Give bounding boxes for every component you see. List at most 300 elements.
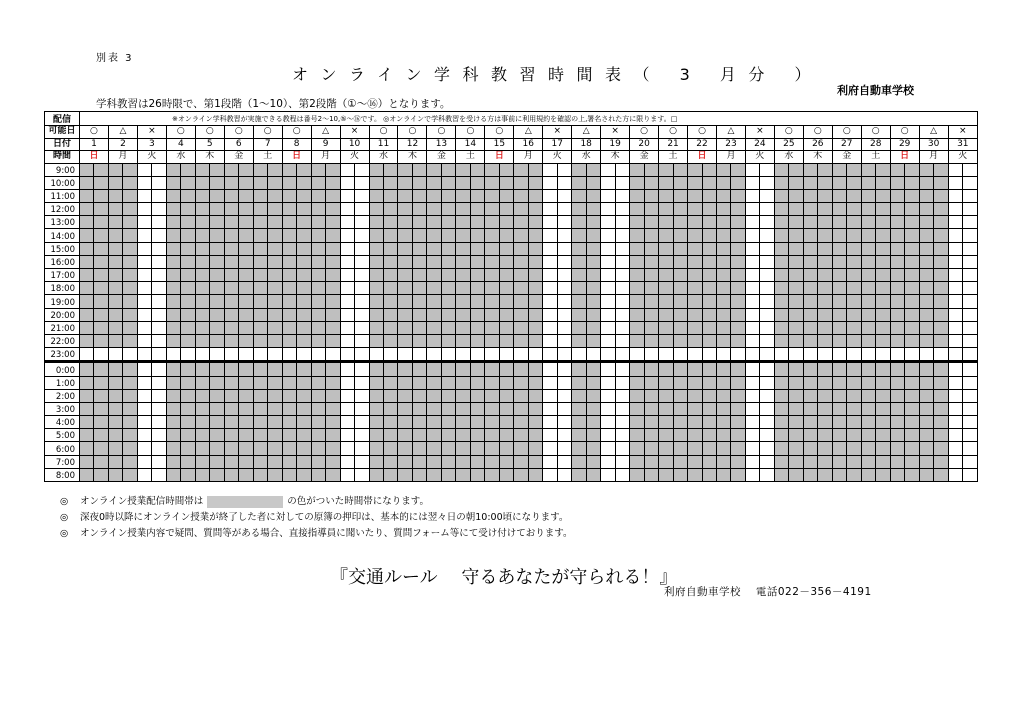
slot-cell <box>80 163 109 176</box>
slot-cell <box>514 402 543 415</box>
slot-cell <box>80 442 109 455</box>
slot-cell <box>543 334 572 347</box>
slot-cell <box>137 389 166 402</box>
availability-cell: △ <box>572 126 601 139</box>
slot-cell <box>137 429 166 442</box>
slot-cell <box>890 242 919 255</box>
slot-cell <box>688 362 717 376</box>
slot-cell <box>137 402 166 415</box>
slot-cell <box>282 442 311 455</box>
slot-cell <box>572 295 601 308</box>
slot-cell <box>108 269 137 282</box>
slot-cell <box>485 229 514 242</box>
weekday-cell: 木 <box>601 151 630 164</box>
weekday-cell: 月 <box>919 151 948 164</box>
slot-cell <box>948 416 977 429</box>
slot-cell <box>688 242 717 255</box>
slot-cell <box>340 468 369 481</box>
slot-cell <box>861 362 890 376</box>
slot-cell <box>803 429 832 442</box>
slot-cell <box>485 376 514 389</box>
slot-cell <box>919 468 948 481</box>
availability-cell: ○ <box>630 126 659 139</box>
slot-cell <box>166 189 195 202</box>
slot-cell <box>108 216 137 229</box>
slot-cell <box>543 362 572 376</box>
slot-cell <box>80 176 109 189</box>
date-cell: 5 <box>195 138 224 151</box>
slot-cell <box>108 203 137 216</box>
time-label: 4:00 <box>45 416 80 429</box>
slot-cell <box>659 216 688 229</box>
availability-cell: △ <box>514 126 543 139</box>
slot-cell <box>630 229 659 242</box>
slot-cell <box>630 348 659 362</box>
slot-cell <box>369 334 398 347</box>
footer-contact: 利府自動車学校 電話022－356－4191 <box>664 586 872 598</box>
availability-row <box>45 126 978 139</box>
slot-cell <box>659 389 688 402</box>
slot-cell <box>224 362 253 376</box>
slot-cell <box>253 468 282 481</box>
slot-cell <box>659 429 688 442</box>
slot-cell <box>832 203 861 216</box>
slot-cell <box>601 389 630 402</box>
slot-cell <box>803 203 832 216</box>
slot-cell <box>572 255 601 268</box>
slot-cell <box>427 362 456 376</box>
slot-cell <box>572 269 601 282</box>
slot-cell <box>774 295 803 308</box>
date-cell: 9 <box>311 138 340 151</box>
slot-cell <box>253 321 282 334</box>
slot-cell <box>803 402 832 415</box>
slot-cell <box>774 176 803 189</box>
slot-cell <box>80 376 109 389</box>
slot-cell <box>514 176 543 189</box>
slot-cell <box>427 468 456 481</box>
slot-cell <box>224 163 253 176</box>
slot-cell <box>253 295 282 308</box>
slot-cell <box>832 376 861 389</box>
slot-cell <box>108 334 137 347</box>
slot-cell <box>572 216 601 229</box>
date-cell: 8 <box>282 138 311 151</box>
slot-cell <box>369 216 398 229</box>
slot-cell <box>861 255 890 268</box>
availability-cell: ○ <box>774 126 803 139</box>
shade-swatch <box>207 496 283 508</box>
slot-cell <box>80 362 109 376</box>
date-row <box>45 138 978 151</box>
slot-cell <box>716 189 745 202</box>
slot-cell <box>311 176 340 189</box>
slot-cell <box>832 269 861 282</box>
slot-cell <box>456 308 485 321</box>
slot-cell <box>514 269 543 282</box>
date-cell: 2 <box>108 138 137 151</box>
slot-cell <box>514 216 543 229</box>
slot-cell <box>485 295 514 308</box>
slot-cell <box>572 389 601 402</box>
time-label: 20:00 <box>45 308 80 321</box>
row-label-note: 配信 <box>45 112 80 126</box>
slot-cell <box>253 402 282 415</box>
footnote-1-text-a: オンライン授業配信時間帯は <box>80 496 204 507</box>
slot-cell <box>137 269 166 282</box>
slot-cell <box>745 242 774 255</box>
slot-cell <box>282 455 311 468</box>
weekday-cell: 火 <box>543 151 572 164</box>
slot-cell <box>601 402 630 415</box>
slot-cell <box>195 442 224 455</box>
slot-cell <box>572 334 601 347</box>
slot-cell <box>398 203 427 216</box>
slot-cell <box>803 163 832 176</box>
slot-cell <box>456 255 485 268</box>
slot-cell <box>659 255 688 268</box>
slot-cell <box>224 282 253 295</box>
slot-cell <box>543 255 572 268</box>
slot-cell <box>398 429 427 442</box>
slot-cell <box>543 389 572 402</box>
time-label: 12:00 <box>45 203 80 216</box>
slot-cell <box>543 402 572 415</box>
slot-cell <box>369 376 398 389</box>
slot-cell <box>716 163 745 176</box>
slot-cell <box>601 255 630 268</box>
slot-cell <box>543 189 572 202</box>
slot-cell <box>427 242 456 255</box>
slot-cell <box>861 402 890 415</box>
slot-cell <box>572 282 601 295</box>
slot-cell <box>224 269 253 282</box>
slot-cell <box>427 216 456 229</box>
date-cell: 23 <box>716 138 745 151</box>
slot-cell <box>919 282 948 295</box>
slot-cell <box>224 442 253 455</box>
slot-cell <box>195 255 224 268</box>
slot-cell <box>919 163 948 176</box>
slot-cell <box>427 176 456 189</box>
slot-cell <box>80 229 109 242</box>
slot-cell <box>253 389 282 402</box>
slot-cell <box>224 455 253 468</box>
slot-cell <box>456 389 485 402</box>
slot-cell <box>716 376 745 389</box>
weekday-cell: 日 <box>80 151 109 164</box>
slot-cell <box>166 229 195 242</box>
slot-cell <box>543 308 572 321</box>
time-label: 23:00 <box>45 348 80 362</box>
slot-cell <box>861 321 890 334</box>
slot-cell <box>659 402 688 415</box>
slot-cell <box>340 429 369 442</box>
slot-cell <box>340 203 369 216</box>
slot-cell <box>688 282 717 295</box>
slot-cell <box>659 321 688 334</box>
slot-cell <box>919 203 948 216</box>
slot-cell <box>369 362 398 376</box>
slot-cell <box>745 362 774 376</box>
time-slot-row <box>45 362 978 376</box>
slot-cell <box>716 362 745 376</box>
slot-cell <box>601 455 630 468</box>
slot-cell <box>774 282 803 295</box>
slot-cell <box>948 389 977 402</box>
slot-cell <box>659 442 688 455</box>
slot-cell <box>543 416 572 429</box>
slot-cell <box>80 255 109 268</box>
slot-cell <box>253 163 282 176</box>
slot-cell <box>166 455 195 468</box>
slot-cell <box>745 442 774 455</box>
slot-cell <box>108 229 137 242</box>
slot-cell <box>166 389 195 402</box>
slot-cell <box>224 468 253 481</box>
slot-cell <box>108 308 137 321</box>
slot-cell <box>572 203 601 216</box>
note-row <box>45 112 978 126</box>
slot-cell <box>427 308 456 321</box>
slot-cell <box>137 242 166 255</box>
slot-cell <box>688 176 717 189</box>
slot-cell <box>948 295 977 308</box>
slot-cell <box>890 203 919 216</box>
date-cell: 17 <box>543 138 572 151</box>
time-label: 2:00 <box>45 389 80 402</box>
slot-cell <box>832 362 861 376</box>
slot-cell <box>774 334 803 347</box>
slot-cell <box>716 242 745 255</box>
slot-cell <box>427 429 456 442</box>
slot-cell <box>340 389 369 402</box>
footnote-1-text-b: の色がついた時間帯になります。 <box>287 496 429 507</box>
slot-cell <box>282 269 311 282</box>
slot-cell <box>137 362 166 376</box>
slot-cell <box>716 269 745 282</box>
slot-cell <box>485 321 514 334</box>
slot-cell <box>601 163 630 176</box>
date-cell: 29 <box>890 138 919 151</box>
slot-cell <box>514 282 543 295</box>
slot-cell <box>543 176 572 189</box>
weekday-cell: 月 <box>716 151 745 164</box>
slot-cell <box>311 416 340 429</box>
weekday-cell: 木 <box>195 151 224 164</box>
date-cell: 21 <box>659 138 688 151</box>
slot-cell <box>572 362 601 376</box>
slot-cell <box>832 429 861 442</box>
slot-cell <box>745 282 774 295</box>
date-cell: 24 <box>745 138 774 151</box>
slot-cell <box>485 442 514 455</box>
slot-cell <box>745 176 774 189</box>
slot-cell <box>311 189 340 202</box>
slot-cell <box>890 389 919 402</box>
slot-cell <box>224 189 253 202</box>
slot-cell <box>427 255 456 268</box>
slot-cell <box>688 389 717 402</box>
slot-cell <box>137 176 166 189</box>
slot-cell <box>659 295 688 308</box>
slot-cell <box>745 269 774 282</box>
slot-cell <box>774 416 803 429</box>
slot-cell <box>774 189 803 202</box>
slot-cell <box>601 216 630 229</box>
slot-cell <box>108 455 137 468</box>
slot-cell <box>137 455 166 468</box>
slot-cell <box>890 255 919 268</box>
slot-cell <box>688 348 717 362</box>
slot-cell <box>861 176 890 189</box>
time-label: 15:00 <box>45 242 80 255</box>
slot-cell <box>919 455 948 468</box>
slot-cell <box>311 376 340 389</box>
slot-cell <box>195 416 224 429</box>
slot-cell <box>456 376 485 389</box>
time-label: 1:00 <box>45 376 80 389</box>
time-slot-row <box>45 334 978 347</box>
slot-cell <box>166 429 195 442</box>
slot-cell <box>485 416 514 429</box>
slot-cell <box>745 321 774 334</box>
slot-cell <box>543 442 572 455</box>
slot-cell <box>398 269 427 282</box>
weekday-cell: 金 <box>832 151 861 164</box>
slot-cell <box>224 242 253 255</box>
slot-cell <box>427 376 456 389</box>
slot-cell <box>688 216 717 229</box>
slot-cell <box>803 362 832 376</box>
slot-cell <box>543 229 572 242</box>
slot-cell <box>861 308 890 321</box>
slot-cell <box>832 348 861 362</box>
slot-cell <box>601 429 630 442</box>
weekday-cell: 土 <box>659 151 688 164</box>
slot-cell <box>716 255 745 268</box>
slot-cell <box>340 308 369 321</box>
availability-cell: △ <box>108 126 137 139</box>
slot-cell <box>108 468 137 481</box>
slot-cell <box>108 429 137 442</box>
date-cell: 16 <box>514 138 543 151</box>
slot-cell <box>659 242 688 255</box>
slot-cell <box>716 229 745 242</box>
time-label: 18:00 <box>45 282 80 295</box>
slot-cell <box>543 163 572 176</box>
time-slot-row <box>45 163 978 176</box>
slot-cell <box>919 308 948 321</box>
slot-cell <box>688 455 717 468</box>
slot-cell <box>137 321 166 334</box>
slot-cell <box>398 402 427 415</box>
slot-cell <box>311 282 340 295</box>
slot-cell <box>630 176 659 189</box>
slot-cell <box>601 282 630 295</box>
slot-cell <box>630 334 659 347</box>
slot-cell <box>224 229 253 242</box>
slot-cell <box>137 416 166 429</box>
slot-cell <box>514 389 543 402</box>
slot-cell <box>716 348 745 362</box>
weekday-cell: 水 <box>572 151 601 164</box>
slot-cell <box>861 389 890 402</box>
slogan: 『交通ルール 守るあなたが守られる！』 <box>330 567 678 588</box>
slot-cell <box>572 468 601 481</box>
slot-cell <box>224 334 253 347</box>
slot-cell <box>630 429 659 442</box>
slot-cell <box>456 468 485 481</box>
time-slot-row <box>45 429 978 442</box>
slot-cell <box>282 295 311 308</box>
slot-cell <box>890 442 919 455</box>
slot-cell <box>398 468 427 481</box>
slot-cell <box>890 334 919 347</box>
availability-cell: ○ <box>456 126 485 139</box>
slot-cell <box>166 334 195 347</box>
slot-cell <box>572 321 601 334</box>
slot-cell <box>456 321 485 334</box>
slot-cell <box>514 334 543 347</box>
appendix-label: 別表 3 <box>96 53 134 64</box>
time-slot-row <box>45 269 978 282</box>
slot-cell <box>832 442 861 455</box>
slot-cell <box>716 468 745 481</box>
slot-cell <box>253 282 282 295</box>
time-label: 9:00 <box>45 163 80 176</box>
slot-cell <box>80 282 109 295</box>
slot-cell <box>166 348 195 362</box>
slot-cell <box>948 402 977 415</box>
slot-cell <box>948 163 977 176</box>
slot-cell <box>716 282 745 295</box>
slot-cell <box>630 468 659 481</box>
weekday-cell: 月 <box>108 151 137 164</box>
slot-cell <box>861 376 890 389</box>
slot-cell <box>137 295 166 308</box>
table-note: ※オンライン学科教習が実施できる教程は番号2～10,⑤～⑯です。 ◎オンラインで学科教習を受ける方は事前に利用規約を確認の上,署名された方に限ります。□ <box>80 112 978 126</box>
slot-cell <box>166 176 195 189</box>
slot-cell <box>716 402 745 415</box>
slot-cell <box>688 189 717 202</box>
slot-cell <box>166 163 195 176</box>
slot-cell <box>398 348 427 362</box>
slot-cell <box>485 362 514 376</box>
slot-cell <box>485 176 514 189</box>
slot-cell <box>745 229 774 242</box>
slot-cell <box>745 334 774 347</box>
slot-cell <box>572 189 601 202</box>
slot-cell <box>108 282 137 295</box>
slot-cell <box>774 255 803 268</box>
slot-cell <box>890 362 919 376</box>
slot-cell <box>919 416 948 429</box>
availability-cell: ○ <box>224 126 253 139</box>
slot-cell <box>543 455 572 468</box>
slot-cell <box>948 269 977 282</box>
date-cell: 13 <box>427 138 456 151</box>
slot-cell <box>919 362 948 376</box>
availability-cell: × <box>745 126 774 139</box>
slot-cell <box>340 334 369 347</box>
slot-cell <box>601 348 630 362</box>
slot-cell <box>80 429 109 442</box>
slot-cell <box>948 362 977 376</box>
slot-cell <box>832 402 861 415</box>
availability-cell: ○ <box>427 126 456 139</box>
slot-cell <box>514 321 543 334</box>
